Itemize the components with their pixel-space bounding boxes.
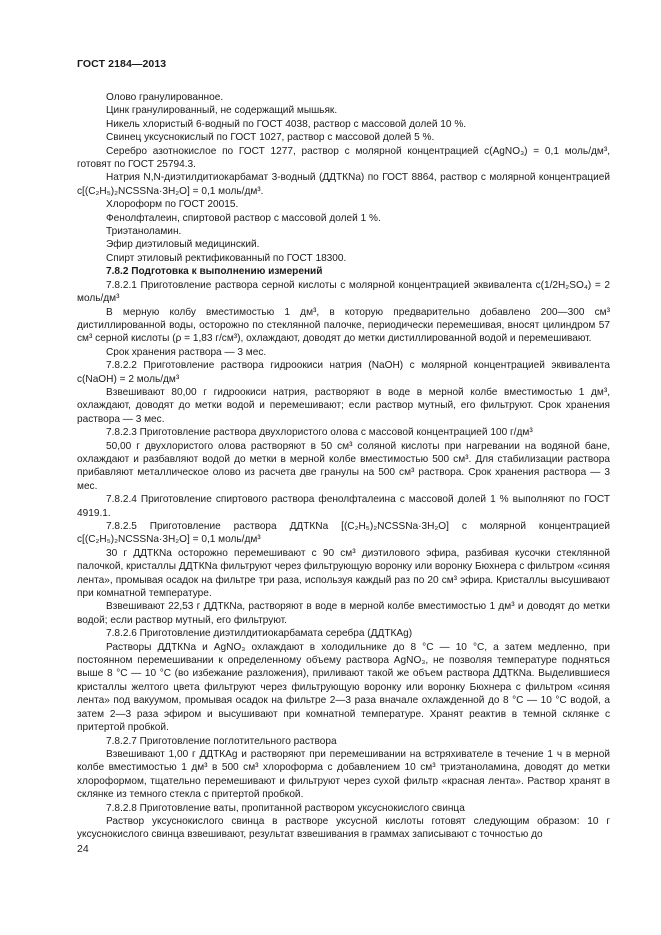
reagent-ddtkna: Натрия N,N-диэтилдитиокарбамат 3-водный (ДДТКNa) по ГОСТ 8864, раствор с молярной концентрацией c[(C₂H₅)₂NCSSNa·3H₂O] = 0,1 моль/дм³.	[77, 172, 610, 197]
subsection-7-8-2-5: 7.8.2.5 Приготовление раствора ДДТКNa [(C₂H₅)₂NCSSNa·3H₂O] с молярной концентрацией c[(C₂H₅)₂NCSSNa·3H₂O] = 0,1 моль/дм³	[77, 521, 610, 546]
procedure-ddtkag: Растворы ДДТКNa и AgNO₃ охлаждают в холодильнике до 8 °C — 10 °C, а затем медленно, при постоянном перемешивании к определенному объему раствора AgNO₃, не позволяя температуре подняться выше 8 °C — 10 °C (во избежание разложения), приливают такой же объем раствора ДДТКNa. Выделившиеся кристаллы желтого цвета фильтруют через фильтрующую воронку или воронку Бюхнера с фильтром «синяя лента» под вакуумом, промывая осадок на фильтре 2—3 раза вначале охлажденной до 8 °C — 10 °C водой, а затем 2—3 раза эфиром и высушивают при комнатной температуре. Хранят реактив в темной склянке с притертой пробкой.	[77, 641, 610, 734]
document-code-header: ГОСТ 2184—2013	[77, 58, 167, 70]
reagent-chloroform: Хлороформ по ГОСТ 20015.	[106, 199, 239, 211]
procedure-naoh: Взвешивают 80,00 г гидроокиси натрия, растворяют в воде в мерной колбе вместимостью 1 дм³, охлаждают, доводят до метки водой и перемешивают; если раствор мутный, его фильтруют. Срок хранения раствора — 3 мес.	[77, 386, 610, 425]
reagent-ethanol: Спирт этиловый ректификованный по ГОСТ 18300.	[106, 252, 347, 264]
subsection-7-8-2-4: 7.8.2.4 Приготовление спиртового раствора фенолфталеина с массовой долей 1 % выполняют по ГОСТ 4919.1.	[77, 494, 610, 519]
subsection-7-8-2-6: 7.8.2.6 Приготовление диэтилдитиокарбамата серебра (ДДТКAg)	[106, 628, 413, 640]
subsection-7-8-2-3: 7.8.2.3 Приготовление раствора двухлористого олова с массовой концентрацией 100 г/дм³	[106, 427, 533, 439]
subsection-7-8-2-2: 7.8.2.2 Приготовление раствора гидроокиси натрия (NaOH) с молярной концентрацией эквивалента c(NaOH) = 2 моль/дм³	[77, 360, 610, 385]
reagent-zinc: Цинк гранулированный, не содержащий мышьяк.	[106, 105, 338, 117]
reagent-phenolphthalein: Фенолфталеин, спиртовой раствор с массовой долей 1 %.	[106, 212, 381, 224]
procedure-ddtkna-purification: 30 г ДДТКNa осторожно перемешивают с 90 см³ диэтилового эфира, разбивая кусочки стеклянной палочкой, кристаллы ДДТКNa фильтруют через фильтрующую воронку или воронку Бюхнера с фильтром «синяя лента», промывая осадок на фильтре три раза, используя каждый раз по 20 см³ эфира. Кристаллы высушивают при комнатной температуре.	[77, 547, 610, 600]
subsection-7-8-2-7: 7.8.2.7 Приготовление поглотительного раствора	[106, 735, 337, 747]
subsection-7-8-2-1: 7.8.2.1 Приготовление раствора серной кислоты с молярной концентрацией эквивалента c(1/2H₂SO₄) = 2 моль/дм³	[77, 279, 610, 305]
storage-note: Срок хранения раствора — 3 мес.	[106, 346, 267, 358]
reagent-lead-acetate: Свинец уксуснокислый по ГОСТ 1027, раствор с массовой долей 5 %.	[106, 132, 435, 144]
procedure-sulfuric-acid: В мерную колбу вместимостью 1 дм³, в которую предварительно добавлено 200—300 см³ дистиллированной воды, осторожно по стеклянной палочке, периодически перемешивая, вносят цилиндром 57 см³ серной кислоты (ρ = 1,83 г/см³), охлаждают, доводят до метки дистиллированной водой и перемешивают.	[77, 306, 610, 345]
reagent-triethanolamine: Триэтаноламин.	[106, 226, 182, 238]
page-number: 24	[77, 843, 89, 855]
reagent-tin: Олово гранулированное.	[106, 92, 224, 103]
reagent-nickel-chloride: Никель хлористый 6-водный по ГОСТ 4038, раствор с массовой долей 10 %.	[106, 118, 467, 130]
procedure-ddtkna-solution: Взвешивают 22,53 г ДДТКNa, растворяют в воде в мерной колбе вместимостью 1 дм³ и доводят до метки водой; если раствор мутный, его фильтруют.	[77, 601, 610, 626]
procedure-lead-acetate-wool: Раствор уксуснокислого свинца в растворе уксусной кислоты готовят следующим образом: 10 г уксуснокислого свинца взвешивают, результат взвешивания в граммах записывают с точностью до	[77, 815, 610, 841]
procedure-absorbing-solution: Взвешивают 1,00 г ДДТКAg и растворяют при перемешивании на встряхивателе в течение 1 ч в мерной колбе вместимостью 1 дм³ в 500 см³ хлороформа с добавлением 10 см³ триэтаноламина, доводят до метки хлороформом, тщательно перемешивают и фильтруют через сухой фильтр «красная лента». Раствор хранят в склянке из темного стекла с притертой пробкой.	[77, 748, 610, 801]
procedure-tin-chloride: 50,00 г двухлористого олова растворяют в 50 см³ соляной кислоты при нагревании на водяной бане, охлаждают и разбавляют водой до метки в мерной колбе вместимостью 500 см³. Для стабилизации раствора прибавляют металлическое олово из расчета две гранулы на 500 см³ раствора. Срок хранения раствора — 3 мес.	[77, 440, 610, 492]
section-heading-7-8-2: 7.8.2 Подготовка к выполнению измерений	[106, 266, 323, 278]
reagent-ether: Эфир диэтиловый медицинский.	[106, 239, 260, 251]
reagent-silver-nitrate: Серебро азотнокислое по ГОСТ 1277, раствор с молярной концентрацией c(AgNO₃) = 0,1 моль/дм³, готовят по ГОСТ 25794.3.	[77, 145, 610, 171]
document-body	[77, 91, 610, 842]
subsection-7-8-2-8: 7.8.2.8 Приготовление ваты, пропитанной раствором уксуснокислого свинца	[106, 802, 465, 814]
